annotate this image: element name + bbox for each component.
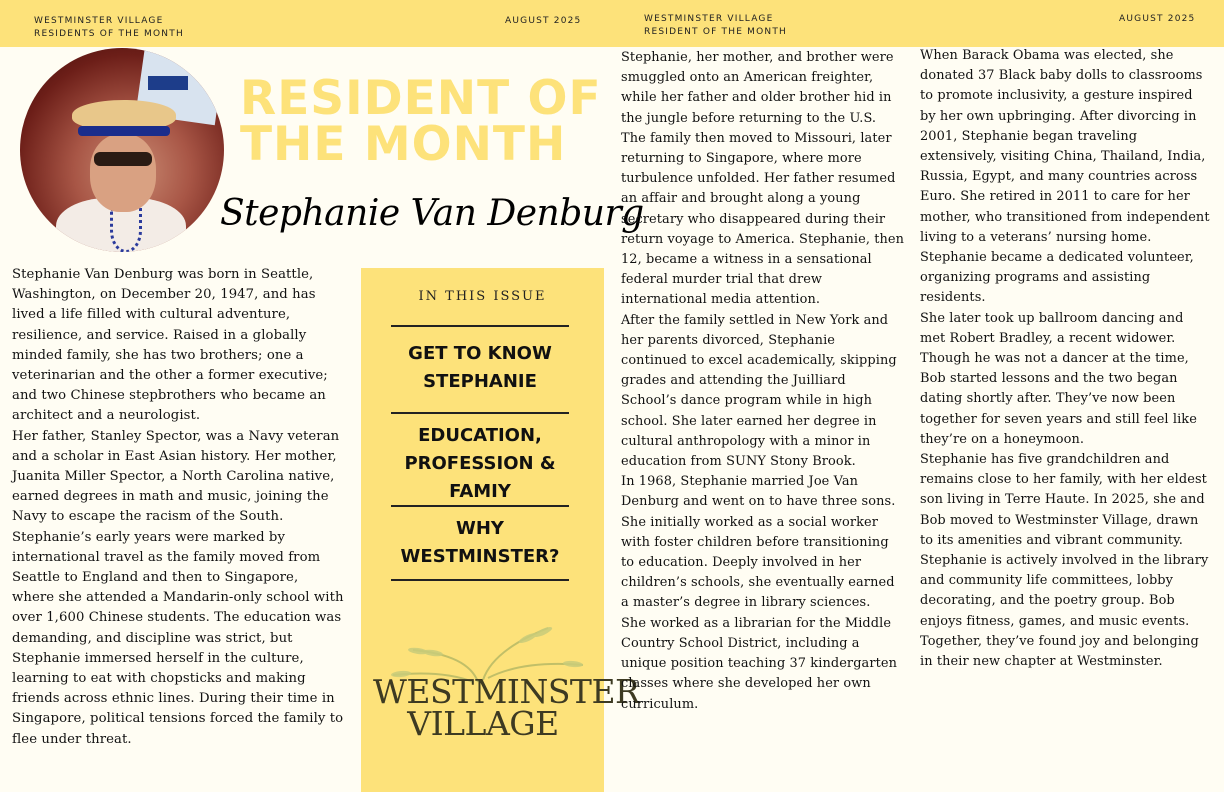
article-column-1 (12, 265, 344, 750)
sidebar-item-line: STEPHANIE (423, 371, 537, 392)
in-this-issue-sidebar (361, 268, 640, 792)
header-right-line2: RESIDENT OF THE MONTH (644, 27, 787, 37)
sidebar-divider (391, 579, 569, 581)
header-left-line1: WESTMINSTER VILLAGE (34, 16, 164, 26)
article-paragraph: Stephanie has five grandchildren and remains close to her family, with her eldest son living in Terre Haute. In 2025, she and Bob moved to Westminster Village, drawn to its amenities and vibrant community. (920, 452, 1207, 548)
article-paragraph: She later took up ballroom dancing and met Robert Bradley, a recent widower. Though he was not a dancer at the time, Bob started lessons and the two began dating shortly after. They’ve now been together for seven years and still feel like they’re on a honeymoon. (920, 310, 1197, 447)
page-title-line2: THE MONTH (240, 117, 567, 172)
logo-word-village: VILLAGE (407, 704, 559, 743)
article-paragraph: Her father, Stanley Spector, was a Navy veteran and a scholar in East Asian history. Her mother, Juanita Miller Spector, a North Carolina native, earned degrees in math and music, joining the Navy to escape the racism of the South. Stephanie’s early years were marked by international travel as the family moved from Seattle to England and then to Singapore, where she attended a Mandarin-only school with over 1,600 Chinese students. The education was demanding, and discipline was strict, but Stephanie immersed herself in the culture, learning to eat with chopsticks and making friends across ethnic lines. During their time in Singapore, political tensions forced the family to flee under threat. (12, 428, 344, 747)
sidebar-heading: IN THIS ISSUE (418, 289, 547, 304)
photo-necklace (110, 208, 142, 252)
logo-word-westminster: WESTMINSTER (373, 672, 640, 711)
header-right-line1: WESTMINSTER VILLAGE (644, 14, 774, 24)
photo-hatband (78, 126, 170, 136)
westminster-village-logo (373, 620, 640, 770)
article-paragraph: Stephanie, her mother, and brother were smuggled onto an American freighter, while her father and older brother hid in the jungle before returning to the U.S. The family then moved to Missouri, later returning to Singapore, where more turbulence unfolded. Her father resumed an affair and brought along a young secretary who disappeared during their return voyage to America. Stephanie, then 12, became a witness in a sensational federal murder trial that drew international media attention. (621, 50, 905, 308)
article-paragraph: Stephanie is actively involved in the library and community life committees, lobby decorating, and the poetry group. Bob enjoys fitness, games, and music events. Together, they’ve found joy and belonging in their new chapter at Westminster. (920, 553, 1209, 670)
article-paragraph: In 1968, Stephanie married Joe Van Denburg and went on to have three sons. She initially worked as a social worker with foster children before transitioning to education. Deeply involved in her children’s schools, she eventually earned a master’s degree in library sciences. (621, 474, 896, 611)
article-column-2 (621, 48, 905, 715)
header-left-line2: RESIDENTS OF THE MONTH (34, 29, 184, 39)
photo-background-plate (148, 76, 188, 90)
article-paragraph: Stephanie Van Denburg was born in Seattle, Washington, on December 20, 1947, and has lived a life filled with cultural adventure, resilience, and service. Raised in a globally minded family, she has two brothers; one a veterinarian and the other a former executive; and two Chinese stepbrothers who became an architect and a neurologist. (12, 267, 328, 424)
sidebar-item-education[interactable] (381, 422, 579, 506)
header-left-date: AUGUST 2025 (505, 16, 582, 26)
sidebar-item-line: FAMIY (449, 481, 511, 502)
sidebar-item-why-westminster[interactable] (381, 515, 579, 571)
article-paragraph: When Barack Obama was elected, she donated 37 Black baby dolls to classrooms to promote inclusivity, a gesture inspired by her own upbringing. After divorcing in 2001, Stephanie began traveling extensively, visiting China, Thailand, India, Russia, Egypt, and many countries across Euro. She retired in 2011 to care for her mother, who transitioned from independent living to a veterans’ nursing home. Stephanie became a dedicated volunteer, organizing programs and assisting residents. (920, 48, 1210, 306)
article-paragraph: After the family settled in New York and her parents divorced, Stephanie continued to excel academically, skipping grades and attending the Juilliard School’s dance program while in high school. She later earned her degree in cultural anthropology with a minor in education from SUNY Stony Brook. (621, 312, 897, 470)
header-left-label (34, 15, 184, 41)
sidebar-item-get-to-know[interactable] (381, 340, 579, 396)
sidebar-divider (391, 412, 569, 414)
page-title-line1: RESIDENT OF (240, 71, 602, 126)
sidebar-divider (391, 505, 569, 507)
sidebar-divider (391, 325, 569, 327)
article-column-3 (920, 46, 1210, 672)
resident-photo (20, 48, 224, 252)
photo-face (90, 134, 156, 212)
sidebar-item-line: WHY (456, 518, 504, 539)
header-right-date: AUGUST 2025 (1119, 14, 1196, 24)
sidebar-item-line: PROFESSION & (404, 453, 556, 474)
page-title (240, 71, 602, 172)
sidebar-item-line: EDUCATION, (418, 425, 542, 446)
article-paragraph: She worked as a librarian for the Middle Country School District, including a unique position teaching 37 kindergarten classes where she developed her own curriculum. (621, 615, 897, 712)
sidebar-item-line: WESTMINSTER? (400, 546, 560, 567)
sidebar-item-line: GET TO KNOW (408, 343, 552, 364)
header-right-label (644, 13, 787, 39)
photo-sunglasses (94, 152, 152, 166)
resident-name: Stephanie Van Denburg (220, 193, 644, 234)
